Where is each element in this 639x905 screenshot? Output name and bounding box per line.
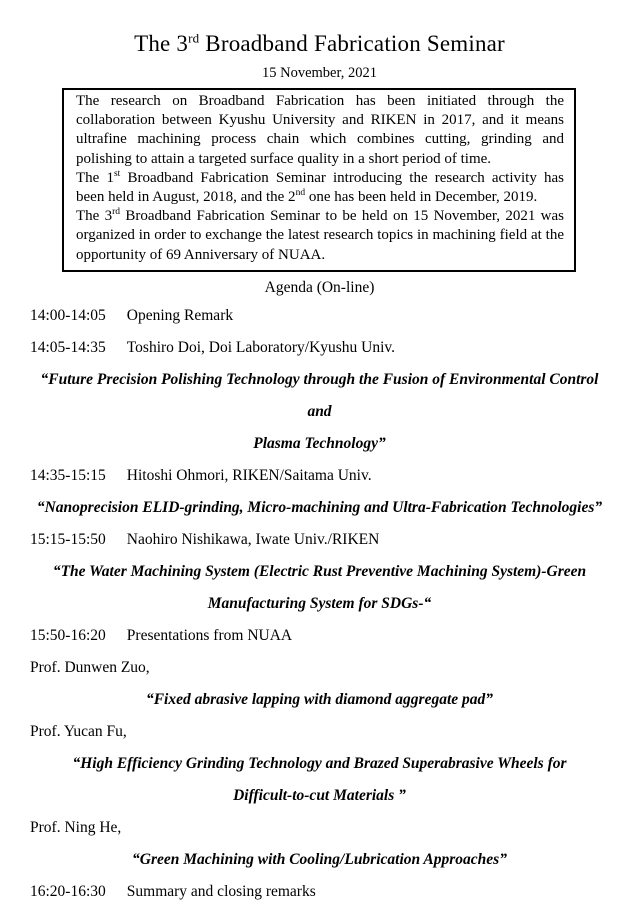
session-text: Summary and closing remarks [126, 882, 316, 900]
agenda-session-row [30, 620, 609, 652]
agenda-heading: Agenda (On-line) [264, 278, 375, 296]
session-time: 14:35-15:15 [30, 466, 106, 484]
talk-title-line: “Fixed abrasive lapping with diamond aggregate pad” [145, 690, 494, 708]
session-text: Toshiro Doi, Doi Laboratory/Kyushu Univ. [126, 338, 396, 356]
session-time: 15:15-15:50 [30, 530, 106, 548]
session-time: 15:50-16:20 [30, 626, 106, 644]
intro-text: Broadband Fabrication Seminar to be held on 15 November, 2021 was organized in order to exchange the latest research topics in machining field at the opportunity of 69 Anniversary of NUAA. [76, 208, 564, 263]
ordinal-superscript: st [113, 168, 121, 179]
title-text-prefix: The 3 [134, 31, 189, 56]
talk-title-line: Manufacturing System for SDGs-“ [207, 594, 432, 612]
talk-title-line: “The Water Machining System (Electric Rust Preventive Machining System)-Green [52, 562, 587, 580]
agenda-list [30, 300, 609, 905]
session-time: 14:05-14:35 [30, 338, 106, 356]
agenda-session-row [30, 460, 609, 492]
intro-text: The 1 [76, 169, 114, 186]
document-date: 15 November, 2021 [262, 65, 377, 81]
talk-title-line: “Nanoprecision ELID-grinding, Micro-machining and Ultra-Fabrication Technologies” [36, 498, 603, 516]
agenda-session-row [30, 332, 609, 364]
ordinal-superscript: rd [112, 207, 121, 218]
session-text: Naohiro Nishikawa, Iwate Univ./RIKEN [126, 530, 380, 548]
intro-box [62, 88, 576, 272]
speaker-name: Prof. Yucan Fu, [30, 722, 127, 740]
talk-title-line: Plasma Technology” [253, 434, 386, 452]
talk-title-line: “High Efficiency Grinding Technology and Brazed Superabrasive Wheels for [72, 754, 567, 772]
speaker-name: Prof. Ning He, [30, 818, 122, 836]
session-time: 14:00-14:05 [30, 306, 106, 324]
intro-paragraph [76, 207, 564, 265]
talk-title-line: Difficult-to-cut Materials ” [233, 786, 406, 804]
session-text: Presentations from NUAA [126, 626, 293, 644]
agenda-session-row [30, 524, 609, 556]
ordinal-superscript: nd [295, 188, 306, 199]
intro-text: The 3 [76, 208, 113, 225]
talk-title-line: “Green Machining with Cooling/Lubrication Approaches” [132, 850, 507, 868]
title-text-suffix: Broadband Fabrication Seminar [199, 31, 505, 56]
intro-paragraph [76, 169, 564, 207]
intro-paragraph [76, 92, 564, 169]
page-title [0, 30, 639, 58]
title-ordinal-superscript: rd [188, 30, 200, 46]
session-text: Opening Remark [126, 306, 234, 324]
session-text: Hitoshi Ohmori, RIKEN/Saitama Univ. [126, 466, 372, 484]
session-time: 16:20-16:30 [30, 882, 106, 900]
speaker-name: Prof. Dunwen Zuo, [30, 658, 150, 676]
agenda-session-row [30, 876, 609, 905]
agenda-session-row [30, 300, 609, 332]
intro-text: The research on Broadband Fabrication has been initiated through the collaboration between Kyushu University and RIKEN in 2017, and it means ultrafine machining process chain which combines cutting, grinding and polishing to attain a targeted surface quality in a short period of time. [76, 93, 564, 167]
intro-text: one has been held in December, 2019. [305, 189, 538, 206]
intro-text: Broadband Fabrication Seminar introducing the research activity has been held in August, 2018, and the 2 [76, 169, 564, 206]
talk-title-line: “Future Precision Polishing Technology through the Fusion of Environmental Control and [40, 370, 599, 420]
